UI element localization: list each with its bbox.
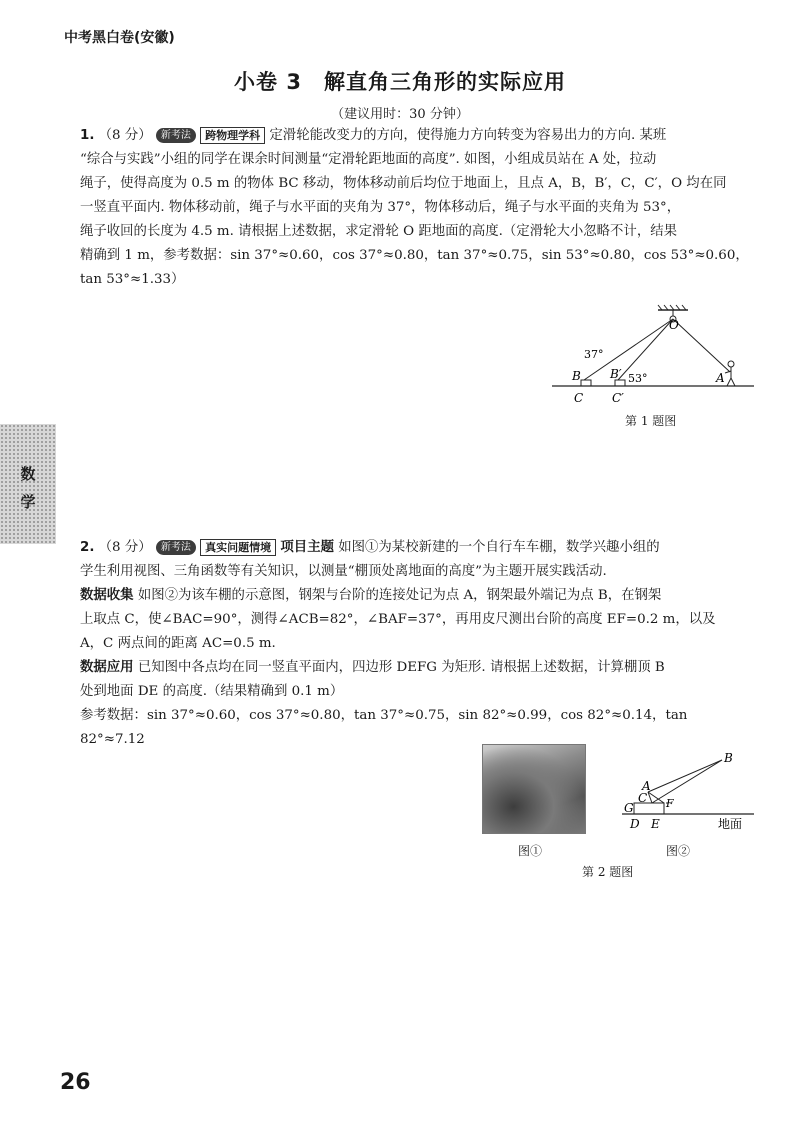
text-line: 定滑轮能改变力的方向，使得施力方向转变为容易出力的方向. 某班 — [269, 128, 667, 143]
steel-frame — [648, 760, 722, 792]
label-D: D — [630, 817, 640, 831]
text-line: 如图②为该车棚的示意图，钢架与台阶的连接处记为点 A，钢架最外端记为点 B，在钢架 — [137, 588, 662, 603]
label-angle-37: 37° — [584, 348, 604, 361]
reference-data: 参考数据：sin 37°≈0.60，cos 37°≈0.80，tan 37°≈0.75，sin 82°≈0.99，cos 82°≈0.14，tan 82°≈7.12 — [80, 708, 688, 747]
text-line: 学生利用视图、三角函数等有关知识，以测量“棚顶处离地面的高度”为主题开展实践活动. — [80, 564, 607, 579]
subject-char: 学 — [20, 493, 36, 511]
question-number: 2. — [80, 540, 95, 555]
suggested-time: （建议用时：30 分钟） — [331, 107, 469, 122]
text-line: 如图①为某校新建的一个自行车车棚，数学兴趣小组的 — [338, 540, 660, 555]
question-number: 1. — [80, 128, 95, 143]
text-line: 精确到 1 m，参考数据：sin 37°≈0.60，cos 37°≈0.80，tan 37°≈0.75，sin 53°≈0.80，cos 53°≈0.60， — [80, 248, 749, 263]
subject-char: 数 — [20, 465, 36, 483]
figure-1-caption: 第 1 题图 — [625, 414, 677, 428]
label-angle-53: 53° — [628, 372, 648, 385]
label-G: G — [624, 801, 634, 815]
pulley-diagram — [548, 302, 758, 412]
label-A: A — [716, 371, 725, 385]
label-A: A — [642, 779, 651, 793]
label-B: B — [724, 751, 733, 765]
question-score: （8 分） — [98, 540, 152, 555]
bike-shed-photo — [482, 744, 586, 834]
label-E: E — [651, 817, 660, 831]
topic-tag: 真实问题情境 — [200, 539, 276, 556]
rope-to-person — [673, 319, 730, 372]
subject-side-tab — [0, 424, 56, 544]
question-1 — [80, 124, 750, 292]
question-score: （8 分） — [98, 128, 152, 143]
label-B-prime: B′ — [610, 367, 622, 381]
topic-tag: 跨物理学科 — [200, 127, 265, 144]
project-label: 项目主题 — [280, 540, 334, 555]
data-collection-label: 数据收集 — [80, 588, 134, 603]
rope-after — [618, 319, 673, 380]
data-application-label: 数据应用 — [80, 660, 134, 675]
label-ground: 地面 — [718, 817, 743, 831]
text-line: 已知图中各点均在同一竖直平面内，四边形 DEFG 为矩形. 请根据上述数据，计算棚顶 B — [137, 660, 665, 675]
segment-CB — [652, 760, 722, 803]
label-C: C — [574, 391, 584, 405]
text-line: A，C 两点间的距离 AC=0.5 m. — [80, 636, 276, 651]
innovation-tag: 新考法 — [156, 540, 196, 555]
innovation-tag: 新考法 — [156, 128, 196, 143]
text-line: 处到地面 DE 的高度.（结果精确到 0.1 m） — [80, 684, 344, 699]
label-C: C — [638, 791, 648, 805]
object-before — [581, 380, 591, 386]
person-arm — [725, 371, 731, 373]
figure-2-label: 图② — [666, 844, 691, 858]
text-line: 一竖直平面内. 物体移动前，绳子与水平面的夹角为 37°，物体移动后，绳子与水平面的夹角为 53°， — [80, 200, 681, 215]
label-B: B — [572, 369, 581, 383]
text-line: tan 53°≈1.33） — [80, 272, 185, 287]
person-head — [728, 361, 734, 367]
label-C-prime: C′ — [612, 391, 624, 405]
text-line: “综合与实践”小组的同学在课余时间测量“定滑轮距地面的高度”. 如图，小组成员站在 A 处，拉动 — [80, 152, 657, 167]
person-leg — [727, 378, 731, 386]
text-line: 绳子，使得高度为 0.5 m 的物体 BC 移动，物体移动前后均位于地面上，且点 A，B，B′，C，C′，O 均在同 — [80, 176, 727, 191]
label-F: F — [666, 797, 674, 810]
text-line: 上取点 C，使∠BAC=90°，测得∠ACB=82°，∠BAF=37°，再用皮尺测出台阶的高度 EF=0.2 m，以及 — [80, 612, 716, 627]
figure-1-label: 图① — [518, 844, 543, 858]
page-title: 小卷 3 解直角三角形的实际应用 — [234, 70, 566, 94]
person-leg — [731, 378, 735, 386]
series-header: 中考黑白卷(安徽) — [64, 30, 175, 46]
question-2 — [80, 536, 750, 752]
label-O: O — [669, 318, 679, 332]
page-number: 26 — [60, 1070, 91, 1095]
text-line: 绳子收回的长度为 4.5 m. 请根据上述数据，求定滑轮 O 距地面的高度.（定滑轮大小忽略不计，结果 — [80, 224, 677, 239]
figure-2-caption: 第 2 题图 — [582, 865, 634, 879]
shed-diagram — [618, 746, 758, 838]
